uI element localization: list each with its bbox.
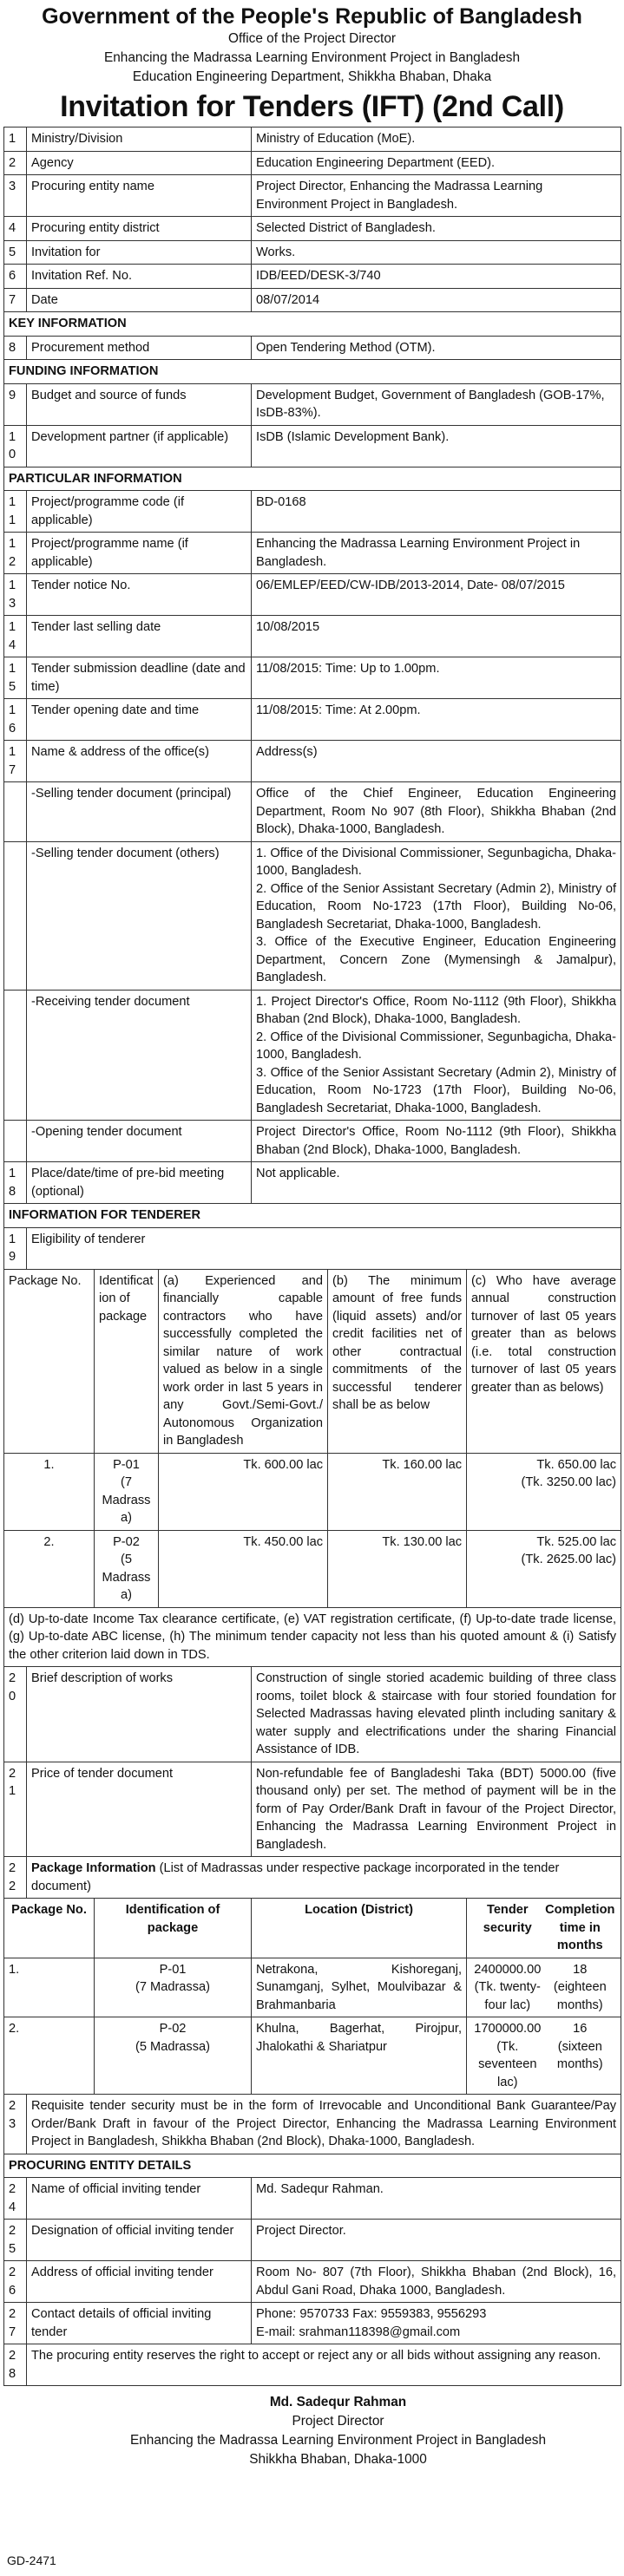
signatory-address: Shikkha Bhaban, Dhaka-1000 <box>249 2452 427 2467</box>
table-row: 8 Procurement method Open Tendering Method (OTM). <box>4 336 621 360</box>
eligibility-header-row: Package No. Identification of package (a) Experienced and financially capable contractors who have successfully completed the similar nature of work valued as below in a single work order in last 5 years in any Govt./Semi-Govt./ Autonomous Organization in Bangladesh (b) The minimum amount of free funds (liquid assets) and/or credit facilities net of other contractual commitments of the successful tenderer shall be as below (c) Who have average annual construction turnover of last 05 years greater than as belows (i.e. total construction turnover of last 05 years greater than as belows) <box>4 1269 621 1453</box>
notice-title: Invitation for Tenders (IFT) (2nd Call) <box>60 90 564 123</box>
table-row: 22 Package Information (List of Madrassas under respective package incorporated in the tender document) <box>4 1857 621 1899</box>
table-row: 12 Project/programme name (if applicable) Enhancing the Madrassa Learning Environment Project in Bangladesh. <box>4 533 621 574</box>
table-row: 6 Invitation Ref. No. IDB/EED/DESK-3/740 <box>4 265 621 289</box>
table-row: -Receiving tender document 1. Project Director's Office, Room No-1112 (9th Floor), Shikkha Bhaban (2nd Block), Dhaka-1000, Bangladesh. 2. Office of the Divisional Commissioner, Segunbagicha, Dhaka-1000, Bangladesh. 3. Office of the Senior Assistant Secretary (Admin 2), Ministry of Education, Room No-1723 (17th Floor), Building No-06, Bangladesh Secretariat, Dhaka-1000, Bangladesh. <box>4 990 621 1121</box>
department-line: Education Engineering Department, Shikkha Bhaban, Dhaka <box>132 69 492 84</box>
section-heading-particular-information: PARTICULAR INFORMATION <box>4 467 621 491</box>
eligibility-row: 2. P-02 (5 Madrassa) Tk. 450.00 lac Tk. 130.00 lac Tk. 525.00 lac (Tk. 2625.00 lac) <box>4 1530 621 1607</box>
eligibility-row: 1. P-01 (7 Madrassa) Tk. 600.00 lac Tk. 160.00 lac Tk. 650.00 lac (Tk. 3250.00 lac) <box>4 1453 621 1530</box>
address-line: 1. Project Director's Office, Room No-1112 (9th Floor), Shikkha Bhaban (2nd Block), Dhaka-1000, Bangladesh. <box>256 994 617 1026</box>
table-row: -Opening tender document Project Director's Office, Room No-1112 (9th Floor), Shikkha Bhaban (2nd Block), Dhaka-1000, Bangladesh. <box>4 1121 621 1162</box>
package-row: 1. P-01 (7 Madrassa) Netrakona, Kishoreganj, Sunamganj, Sylhet, Moulvibazar & Brahmanbaria 2400000.00 (Tk. twenty-four lac) 18 (eighteen months) <box>4 1958 621 2017</box>
address-line: 1. Office of the Divisional Commissioner, Segunbagicha, Dhaka-1000, Bangladesh. <box>256 846 617 878</box>
table-row: -Selling tender document (principal) Office of the Chief Engineer, Education Engineering Department, Room No 907 (8th Floor), Shikkha Bhaban (2nd Block), Dhaka-1000, Bangladesh. <box>4 782 621 842</box>
package-row: 2. P-02 (5 Madrassa) Khulna, Bagerhat, Pirojpur, Jhalokathi & Shariatpur 1700000.00 (Tk. seventeen lac) 16 (sixteen months) <box>4 2017 621 2095</box>
table-row: 9 Budget and source of funds Development Budget, Government of Bangladesh (GOB-17%, IsDB-83%). <box>4 383 621 425</box>
table-row: 11 Project/programme code (if applicable) BD-0168 <box>4 491 621 533</box>
table-row: 2 Agency Education Engineering Department (EED). <box>4 151 621 175</box>
table-row: 20 Brief description of works Construction of single storied academic building of three class rooms, toilet block & staircase with four storied foundation for Selected Madrassas having elevated plinth including sanitary & water supply and electrifications under the sharing Financial Assistance of IDB. <box>4 1667 621 1762</box>
table-row: 25 Designation of official inviting tender Project Director. <box>4 2220 621 2261</box>
table-row: 13 Tender notice No. 06/EMLEP/EED/CW-IDB/2013-2014, Date- 08/07/2015 <box>4 574 621 616</box>
table-row: 4 Procuring entity district Selected District of Bangladesh. <box>4 217 621 241</box>
eligibility-note-row: (d) Up-to-date Income Tax clearance certificate, (e) VAT registration certificate, (f) Up-to-date trade license, (g) Up-to-date ABC license, (h) The minimum tender capacity not less than his quoted amount & (i) Satisfy the other criterion laid down in TDS. <box>4 1607 621 1667</box>
contact-email: E-mail: srahman118398@gmail.com <box>256 2324 461 2339</box>
section-heading-key-information: KEY INFORMATION <box>4 312 621 337</box>
table-row: -Selling tender document (others) 1. Office of the Divisional Commissioner, Segunbagicha, Dhaka-1000, Bangladesh. 2. Office of the Senior Assistant Secretary (Admin 2), Ministry of Education, Room No-1723 (17th Floor), Building No-06, Bangladesh Secretariat, Dhaka-1000, Bangladesh. 3. Office of the Executive Engineer, Education Engineering Department, Concern Zone (Mymensingh & Jamalpur), Bangladesh. <box>4 841 621 990</box>
table-row: 14 Tender last selling date 10/08/2015 <box>4 616 621 657</box>
signatory-project: Enhancing the Madrassa Learning Environment Project in Bangladesh <box>129 2433 547 2448</box>
section-heading-procuring-entity-details: PROCURING ENTITY DETAILS <box>4 2154 621 2178</box>
table-row: 16 Tender opening date and time 11/08/2015: Time: At 2.00pm. <box>4 699 621 741</box>
signatory-name: Md. Sadequr Rahman <box>269 2395 407 2409</box>
office-line: Office of the Project Director <box>227 31 397 46</box>
table-row: 1 Ministry/Division Ministry of Education (MoE). <box>4 127 621 152</box>
address-line: 2. Office of the Senior Assistant Secretary (Admin 2), Ministry of Education, Room No-1723 (17th Floor), Building No-06, Bangladesh Secretariat, Dhaka-1000, Bangladesh. <box>256 881 617 932</box>
table-row: 26 Address of official inviting tender Room No- 807 (7th Floor), Shikkha Bhaban (2nd Block), 16, Abdul Gani Road, Dhaka 1000, Bangladesh. <box>4 2261 621 2303</box>
contact-phone: Phone: 9570733 Fax: 9559383, 9556293 <box>256 2307 487 2321</box>
address-line: 3. Office of the Senior Assistant Secretary (Admin 2), Ministry of Education, Room No-1723 (17th Floor), Building No-06, Bangladesh Secretariat, Dhaka-1000, Bangladesh. <box>256 1065 617 1115</box>
section-heading-funding-information: FUNDING INFORMATION <box>4 360 621 384</box>
tender-info-table <box>3 127 621 2386</box>
notice-header <box>0 0 624 127</box>
address-line: 3. Office of the Executive Engineer, Education Engineering Department, Concern Zone (Mymensingh & Jamalpur), Bangladesh. <box>256 935 617 984</box>
table-row: 17 Name & address of the office(s) Address(s) <box>4 741 621 782</box>
table-row: 24 Name of official inviting tender Md. Sadequr Rahman. <box>4 2178 621 2220</box>
package-header-row: Package No. Identification of package Location (District) Tender security Completion time in months <box>4 1899 621 1958</box>
project-line: Enhancing the Madrassa Learning Environment Project in Bangladesh <box>103 50 521 65</box>
package-information-label: Package Information <box>31 1861 156 1875</box>
signatory-designation: Project Director <box>292 2414 384 2429</box>
table-row: 7 Date 08/07/2014 <box>4 288 621 312</box>
table-row: 28 The procuring entity reserves the right to accept or reject any or all bids without assigning any reason. <box>4 2344 621 2386</box>
table-row: 5 Invitation for Works. <box>4 240 621 265</box>
table-row: 23 Requisite tender security must be in the form of Irrevocable and Unconditional Bank Guarantee/Pay Order/Bank Draft in favour of the Project Director, Enhancing the Madrassa Learning Environment Project in Bangladesh, Shikkha Bhaban (2nd Block), Dhaka-1000, Bangladesh. <box>4 2095 621 2154</box>
table-row: 3 Procuring entity name Project Director, Enhancing the Madrassa Learning Environment Project in Bangladesh. <box>4 175 621 217</box>
table-row: 21 Price of tender document Non-refundable fee of Bangladeshi Taka (BDT) 5000.00 (five thousand only) per set. The method of payment will be in the form of Pay Order/Bank Draft in favour of the Project Director, Enhancing the Madrassa Learning Environment Project in Bangladesh. <box>4 1762 621 1857</box>
table-row: 27 Contact details of official inviting tender Phone: 9570733 Fax: 9559383, 9556293 E-mail: srahman118398@gmail.com <box>4 2303 621 2344</box>
address-line: 2. Office of the Divisional Commissioner, Segunbagicha, Dhaka-1000, Bangladesh. <box>256 1030 617 1062</box>
section-heading-information-for-tenderer: INFORMATION FOR TENDERER <box>4 1204 621 1228</box>
footer-code: GD-2471 <box>7 2553 56 2567</box>
table-row: 15 Tender submission deadline (date and time) 11/08/2015: Time: Up to 1.00pm. <box>4 657 621 699</box>
table-row: 10 Development partner (if applicable) IsDB (Islamic Development Bank). <box>4 425 621 467</box>
signature-block <box>0 2393 624 2469</box>
table-row: 18 Place/date/time of pre-bid meeting (optional) Not applicable. <box>4 1162 621 1204</box>
table-row: 19 Eligibility of tenderer <box>4 1227 621 1269</box>
government-heading: Government of the People's Republic of Bangladesh <box>42 4 582 29</box>
